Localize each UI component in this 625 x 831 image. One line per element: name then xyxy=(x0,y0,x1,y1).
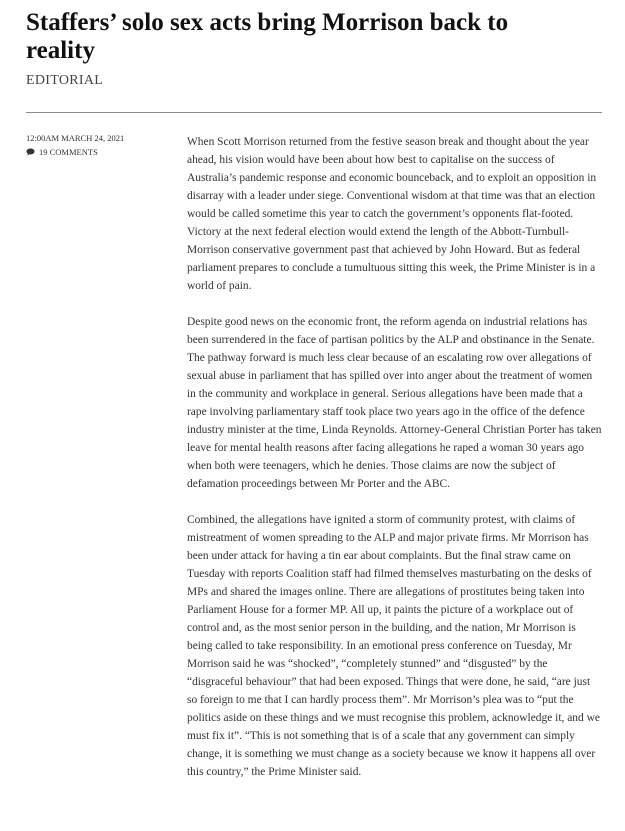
paragraph-3: Combined, the allegations have ignited a storm of community protest, with claims of mistreatment of women spreading to the ALP and major private firms. Mr Morrison has been under attack for having a tin ear about complaints. But the final straw came on Tuesday with reports Coalition staff had filmed themselves masturbating on the desks of MPs and shared the images online. There are allegations of prostitutes being taken into Parliament House for a former MP. All up, it paints the picture of a workplace out of control and, as the most senior person in the building, and the nation, Mr Morrison is being called to take responsibility. In an emotional press conference on Tuesday, Mr Morrison said he was “shocked”, “completely stunned” and “disgusted” by the “disgraceful behaviour” that had been exposed. Things that were done, he said, “are just so foreign to me that I can hardly process them”. Mr Morrison’s plea was to “put the politics aside on these things and we must recognise this problem, acknowledge it, and we must fix it”. “This is not something that is of a scale that any government can simply change, it is something we must change as a society because we know it happens all over this country,” the Prime Minister said. xyxy=(187,514,600,778)
section-label[interactable]: EDITORIAL xyxy=(26,73,104,88)
article-meta xyxy=(26,133,124,157)
headline: Staffers’ solo sex acts bring Morrison back to reality xyxy=(26,9,509,64)
timestamp: 12:00AM MARCH 24, 2021 xyxy=(26,133,125,143)
paragraph-2: Despite good news on the economic front, the reform agenda on industrial relations has been surrendered in the face of partisan politics by the ALP and obstinance in the Senate. The pathway forward is much less clear because of an escalating row over allegations of sexual abuse in parliament that has spilled over into anger about the treatment of women in the community and workplace in general. Serious allegations have been made that a rape involving parliamentary staff took place two years ago in the office of the defence industry minister at the time, Linda Reynolds. Attorney-General Christian Porter has taken leave for mental health reasons after facing allegations he raped a woman 30 years ago when both were teenagers, which he denies. Those claims are now the subject of defamation proceedings between Mr Porter and the ABC. xyxy=(187,316,602,490)
paragraph-1: When Scott Morrison returned from the festive season break and thought about the year ahead, his vision would have been about how best to capitalise on the success of Australia’s pandemic response and economic bounceback, and to exploit an opposition in disarray with a leader under siege. Conventional wisdom at that time was that an election would be called sometime this year to catch the government’s opponents flat-footed. Victory at the next federal election would extend the length of the Abbott-Turnbull-Morrison conservative government past that achieved by John Howard. But as federal parliament prepares to conclude a tumultuous sitting this week, the Prime Minister is in a world of pain. xyxy=(187,136,597,292)
article-body xyxy=(187,133,603,799)
comments-link[interactable] xyxy=(26,147,124,157)
comments-count: 19 COMMENTS xyxy=(39,147,98,157)
comment-icon xyxy=(26,148,35,156)
header-divider xyxy=(26,112,602,113)
